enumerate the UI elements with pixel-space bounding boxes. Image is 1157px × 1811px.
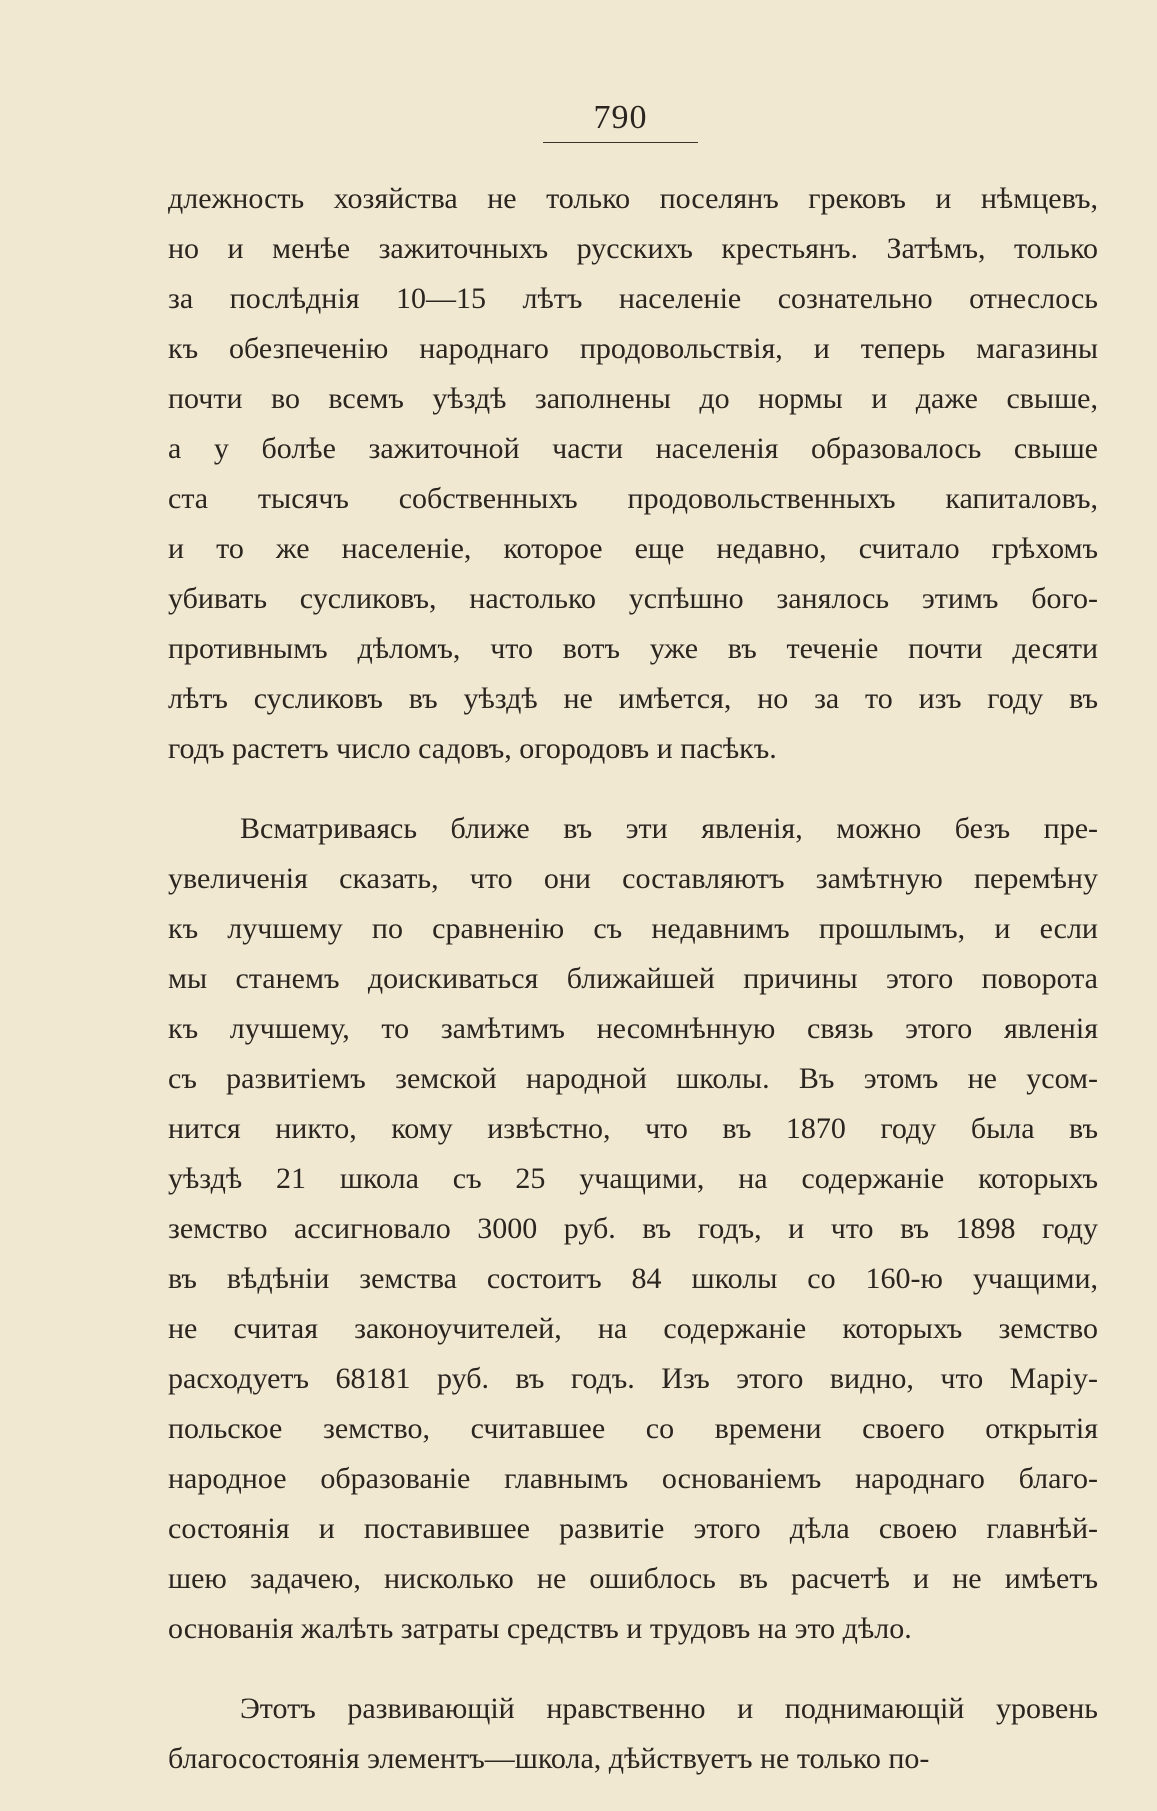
text-line: къ обезпеченію народнаго продовольствія, и теперь магазины [168,332,1098,365]
text-line: длежность хозяйства не только поселянъ грековъ и нѣмцевъ, [168,182,1098,215]
text-line: а у болѣе зажиточной части населенія образовалось свыше [168,432,1098,465]
body-text [168,174,1098,1784]
text-line: благосостоянія элементъ—школа, дѣйствуетъ не только по- [168,1742,930,1775]
text-line: Этотъ развивающій нравственно и поднимающій уровень [240,1692,1098,1725]
text-line: не считая законоучителей, на содержаніе которыхъ земство [168,1312,1098,1345]
text-line: съ развитіемъ земской народной школы. Въ этомъ не усом- [168,1062,1098,1095]
text-line: земство ассигновало 3000 руб. въ годъ, и что въ 1898 году [168,1212,1098,1245]
text-line: состоянія и поставившее развитіе этого дѣла своею главнѣй- [168,1512,1098,1545]
paragraph [168,174,1098,774]
paragraph [168,804,1098,1654]
text-line: къ лучшему, то замѣтимъ несомнѣнную связь этого явленія [168,1012,1098,1045]
paragraph [168,1684,1098,1784]
text-line: шею задачею, нисколько не ошиблось въ расчетѣ и не имѣетъ [168,1562,1098,1595]
text-line: лѣтъ сусликовъ въ уѣздѣ не имѣется, но за то изъ году въ [168,682,1098,715]
text-line: уѣздѣ 21 школа съ 25 учащими, на содержаніе которыхъ [168,1162,1098,1195]
text-line: расходуетъ 68181 руб. въ годъ. Изъ этого видно, что Маріу- [168,1362,1098,1395]
text-line: народное образованіе главнымъ основаніемъ народнаго благо- [168,1462,1098,1495]
text-line: ста тысячъ собственныхъ продовольственныхъ капиталовъ, [168,482,1098,515]
text-line: Всматриваясь ближе въ эти явленія, можно безъ пре- [240,812,1098,845]
text-line: польское земство, считавшее со времени своего открытія [168,1412,1098,1445]
text-line: убивать сусликовъ, настолько успѣшно занялось этимъ бого- [168,582,1098,615]
text-line: мы станемъ доискиваться ближайшей причины этого поворота [168,962,1098,995]
text-line: въ вѣдѣніи земства состоитъ 84 школы со 160-ю учащими, [168,1262,1098,1295]
page-number-rule [543,142,698,143]
text-line: но и менѣе зажиточныхъ русскихъ крестьянъ. Затѣмъ, только [168,232,1098,265]
text-line: увеличенія сказать, что они составляютъ замѣтную перемѣну [168,862,1098,895]
paragraph-gap [168,1654,1098,1684]
text-line: противнымъ дѣломъ, что вотъ уже въ теченіе почти десяти [168,632,1098,665]
text-line: нится никто, кому извѣстно, что въ 1870 году была въ [168,1112,1098,1145]
paragraph-gap [168,774,1098,804]
text-line: за послѣднія 10—15 лѣтъ населеніе сознательно отнеслось [168,282,1098,315]
text-line: къ лучшему по сравненію съ недавнимъ прошлымъ, и если [168,912,1098,945]
text-line: основанія жалѣть затраты средствъ и трудовъ на это дѣло. [168,1612,912,1645]
text-line: годъ растетъ число садовъ, огородовъ и пасѣкъ. [168,732,777,765]
text-line: и то же населеніе, которое еще недавно, считало грѣхомъ [168,532,1098,565]
page-number: 790 [593,99,648,136]
text-line: почти во всемъ уѣздѣ заполнены до нормы и даже свыше, [168,382,1098,415]
